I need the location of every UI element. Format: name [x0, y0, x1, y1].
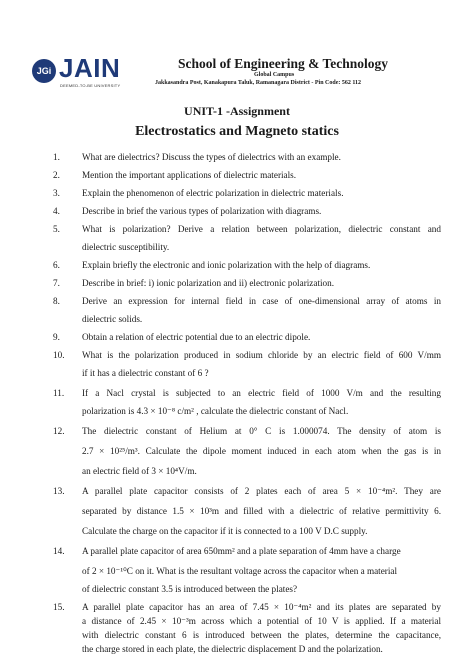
- question-text: the charge stored in each plate, the dielectric displacement D and the polarization.: [82, 644, 383, 654]
- question-text: The dielectric constant of Helium at 0° C is 1.000074. The density of atom is: [82, 426, 441, 436]
- question-text: dielectric solids.: [82, 314, 143, 324]
- question-text: Describe in brief: i) ionic polarization and ii) electronic polarization.: [82, 278, 335, 288]
- institution-header: [32, 52, 452, 96]
- question-number: 7.: [53, 278, 60, 288]
- question-number: 2.: [53, 170, 60, 180]
- question-text: dielectric susceptibility.: [82, 242, 170, 252]
- question-text: If a Nacl crystal is subjected to an electric field of 1000 V/m and the resulting: [82, 388, 441, 398]
- campus-name: Global Campus: [254, 72, 295, 78]
- question-number: 8.: [53, 296, 60, 306]
- question-text: Derive an expression for internal field in case of one-dimensional array of atoms in: [82, 296, 441, 306]
- question-text: Describe in brief the various types of polarization with diagrams.: [82, 206, 322, 216]
- question-text: 2.7 × 10²⁵/m³. Calculate the dipole moment induced in each atom when the gas is in: [82, 446, 441, 456]
- question-text: a distance of 2.45 × 10⁻³m across which a potential of 10 V is applied. If a material: [82, 616, 441, 626]
- question-number: 10.: [53, 350, 65, 360]
- question-text: polarization is 4.3 × 10⁻⁸ c/m² , calculate the dielectric constant of Nacl.: [82, 406, 349, 416]
- question-number: 13.: [53, 486, 65, 496]
- question-text: Explain the phenomenon of electric polarization in dielectric materials.: [82, 188, 344, 198]
- question-text: What are dielectrics? Discuss the types of dielectrics with an example.: [82, 152, 341, 162]
- subject-title: Electrostatics and Magneto statics: [135, 124, 339, 139]
- question-number: 3.: [53, 188, 60, 198]
- campus-address: Jakkasandra Post, Kanakapura Taluk, Ramanagara District - Pin Code: 562 112: [155, 80, 362, 86]
- question-number: 4.: [53, 206, 60, 216]
- question-text: Mention the important applications of dielectric materials.: [82, 170, 297, 180]
- question-text: an electric field of 3 × 10⁴V/m.: [82, 466, 197, 476]
- question-number: 6.: [53, 260, 60, 270]
- question-number: 9.: [53, 332, 60, 342]
- question-number: 5.: [53, 224, 60, 234]
- question-text: A parallel plate capacitor of area 650mm² and a plate separation of 4mm have a charge: [82, 546, 401, 556]
- question-number: 14.: [53, 546, 65, 556]
- question-text: with dielectric constant 6 is introduced between the plates, determine the capacitance,: [82, 630, 441, 640]
- jain-logo-wordmark: JAIN: [59, 53, 121, 83]
- question-text: A parallel plate capacitor consists of 2 plates each of area 5 × 10⁻⁴m². They are: [82, 486, 441, 496]
- question-text: Explain briefly the electronic and ionic polarization with the help of diagrams.: [82, 260, 371, 270]
- question-number: 12.: [53, 426, 65, 436]
- unit-title: UNIT-1 -Assignment: [184, 104, 290, 118]
- question-number: 15.: [53, 602, 65, 612]
- question-number: 11.: [53, 388, 65, 398]
- question-text: Calculate the charge on the capacitor if it is connected to a 100 V D.C supply.: [82, 526, 368, 536]
- jgi-logo-badge: JGi: [32, 59, 56, 83]
- question-text: of 2 × 10⁻¹⁰C on it. What is the resultant voltage across the capacitor when a material: [82, 566, 398, 576]
- school-name: School of Engineering & Technology: [178, 56, 389, 71]
- question-text: if it has a dielectric constant of 6 ?: [82, 368, 209, 378]
- question-text: What is polarization? Derive a relation between polarization, dielectric constant and: [82, 224, 441, 234]
- question-text: separated by distance 1.5 × 10³m and filled with a dielectric of relative permittivity 6.: [82, 506, 441, 516]
- question-text: A parallel plate capacitor has an area of 7.45 × 10⁻⁴m² and its plates are separated by: [82, 602, 441, 612]
- question-text: of dielectric constant 3.5 is introduced between the plates?: [82, 584, 298, 594]
- question-number: 1.: [53, 152, 60, 162]
- question-text: Obtain a relation of electric potential due to an electric dipole.: [82, 332, 311, 342]
- logo-tagline: DEEMED-TO-BE UNIVERSITY: [60, 83, 121, 88]
- question-text: What is the polarization produced in sodium chloride by an electric field of 600 V/mm: [82, 350, 441, 360]
